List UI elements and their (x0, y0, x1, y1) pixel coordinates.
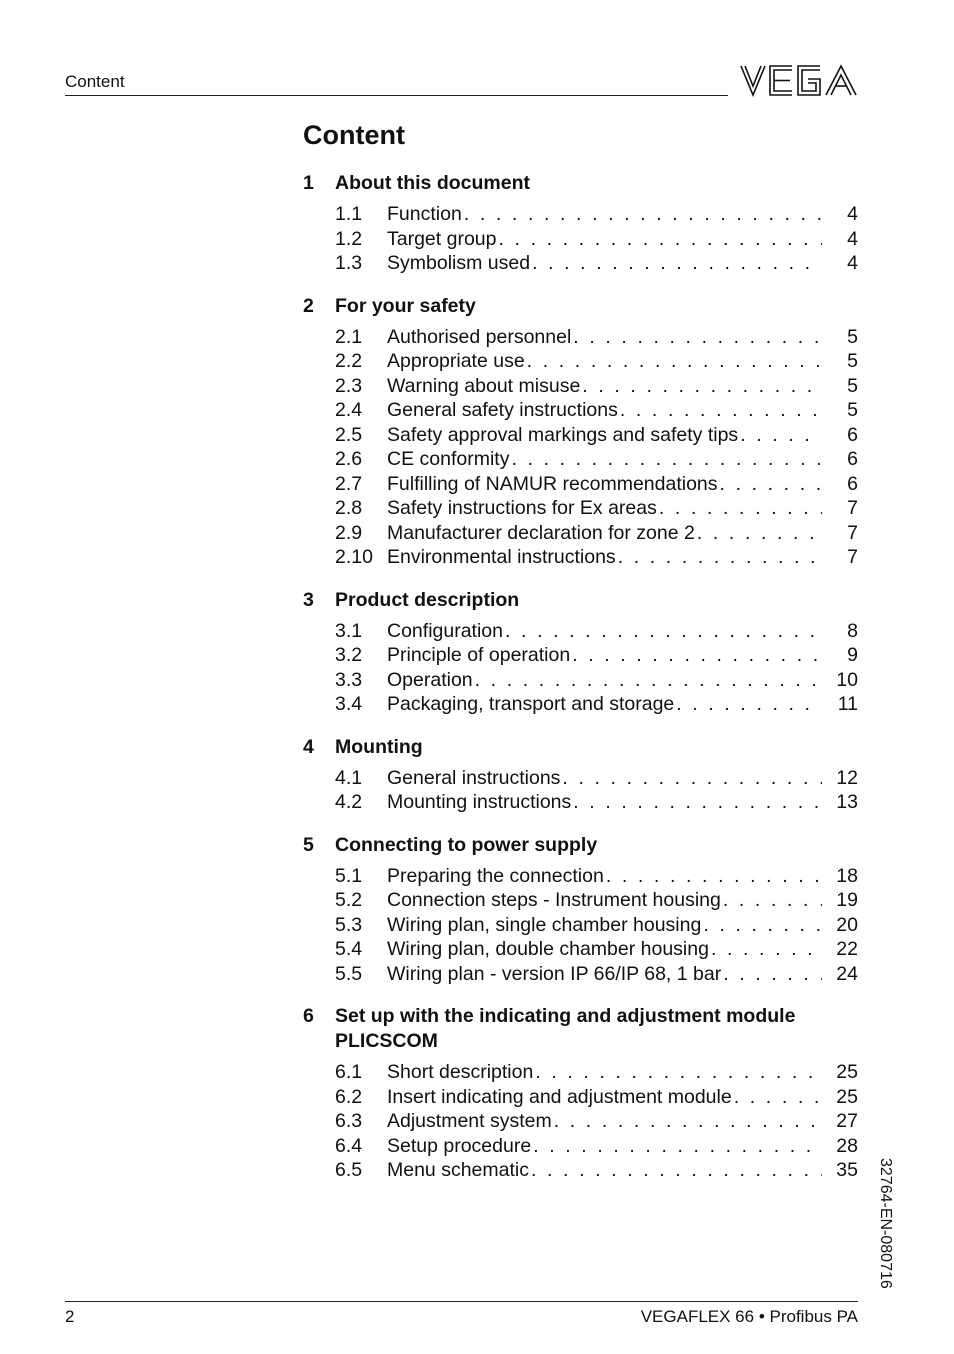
toc-section-heading[interactable] (303, 735, 858, 760)
entry-number: 6.2 (335, 1085, 363, 1108)
dot-leader (532, 251, 822, 276)
entry-title: Operation (387, 668, 473, 691)
entry-title: Menu schematic (387, 1159, 529, 1181)
entry-title: Packaging, transport and storage (387, 693, 675, 715)
entry-number: 3.3 (335, 668, 363, 691)
dot-leader (533, 1134, 822, 1159)
toc-section-heading[interactable] (303, 588, 858, 613)
toc-entry[interactable] (303, 1060, 858, 1085)
section-title: For your safety (335, 294, 476, 317)
toc-entry[interactable] (303, 202, 858, 227)
dot-leader (572, 643, 822, 668)
dot-leader (723, 888, 822, 913)
toc-entry[interactable] (303, 692, 858, 717)
toc-section (303, 294, 858, 570)
toc-section (303, 735, 858, 815)
toc-entry[interactable] (303, 1109, 858, 1134)
section-number: 1 (303, 172, 314, 194)
dot-leader (531, 1158, 822, 1183)
entry-title: General instructions (387, 766, 561, 789)
dot-leader (740, 423, 822, 448)
toc-entry[interactable] (303, 374, 858, 399)
entry-number: 3.2 (335, 644, 363, 666)
dot-leader (505, 619, 822, 644)
section-number: 6 (303, 1005, 314, 1027)
entry-title: Appropriate use (387, 350, 525, 372)
section-number: 5 (303, 833, 314, 856)
section-title: Product description (335, 588, 520, 611)
entry-title: Connection steps - Instrument housing (387, 889, 721, 911)
entry-number: 2.8 (335, 497, 363, 519)
entry-title: Insert indicating and adjustment module (387, 1085, 732, 1108)
section-title: Mounting (335, 735, 423, 758)
entry-page-number: 8 (847, 619, 858, 642)
entry-number: 5.4 (335, 938, 363, 960)
entry-title: Configuration (387, 619, 503, 642)
page-title: Content (303, 120, 405, 150)
toc-entry[interactable] (303, 349, 858, 374)
entry-number: 2.9 (335, 521, 363, 544)
toc-entry[interactable] (303, 1085, 858, 1110)
header-divider (65, 95, 728, 96)
toc-entry[interactable] (303, 227, 858, 252)
entry-title: Safety approval markings and safety tips (387, 423, 739, 446)
entry-page-number: 5 (847, 350, 858, 372)
toc-entry[interactable] (303, 545, 858, 570)
entry-page-number: 5 (847, 325, 858, 348)
dot-leader (697, 521, 822, 546)
dot-leader (620, 398, 822, 423)
dot-leader (676, 692, 822, 717)
entry-page-number: 6 (847, 472, 858, 495)
entry-title: Authorised personnel (387, 325, 572, 348)
entry-title: Setup procedure (387, 1134, 532, 1157)
entry-number: 4.2 (335, 791, 363, 813)
dot-leader (618, 545, 822, 570)
toc-section-heading[interactable] (303, 171, 858, 196)
entry-page-number: 6 (847, 448, 858, 470)
entry-number: 6.1 (335, 1061, 363, 1083)
dot-leader (711, 937, 822, 962)
entry-page-number: 19 (836, 889, 858, 911)
entry-page-number: 7 (847, 497, 858, 519)
entry-title: Function (387, 203, 462, 225)
toc-entry[interactable] (303, 496, 858, 521)
entry-page-number: 25 (836, 1061, 858, 1083)
toc-section (303, 1004, 858, 1183)
entry-number: 1.1 (335, 203, 363, 225)
entry-page-number: 20 (836, 913, 858, 936)
entry-number: 2.10 (335, 546, 373, 568)
section-title: About this document (335, 172, 530, 194)
entry-title: Wiring plan - version IP 66/IP 68, 1 bar (387, 962, 722, 985)
entry-title: CE conformity (387, 448, 510, 470)
toc-section (303, 171, 858, 276)
toc-entry[interactable] (303, 668, 858, 693)
entry-title: Principle of operation (387, 644, 571, 666)
entry-title: Wiring plan, single chamber housing (387, 913, 702, 936)
dot-leader (573, 790, 822, 815)
entry-title: General safety instructions (387, 399, 618, 421)
toc-entry[interactable] (303, 1158, 858, 1183)
entry-title: Manufacturer declaration for zone 2 (387, 521, 695, 544)
entry-page-number: 35 (836, 1159, 858, 1181)
dot-leader (606, 864, 822, 889)
entry-number: 2.6 (335, 448, 363, 470)
entry-number: 2.1 (335, 325, 363, 348)
dot-leader (554, 1109, 822, 1134)
dot-leader (562, 766, 822, 791)
toc-entry[interactable] (303, 643, 858, 668)
dot-leader (582, 374, 822, 399)
dot-leader (703, 913, 822, 938)
section-title: Set up with the indicating and adjustment module PLICSCOM (335, 1005, 796, 1052)
entry-title: Short description (387, 1061, 534, 1083)
toc-entry[interactable] (303, 937, 858, 962)
entry-number: 2.4 (335, 399, 363, 421)
dot-leader (499, 227, 823, 252)
section-number: 2 (303, 294, 314, 317)
toc-entry[interactable] (303, 888, 858, 913)
toc-entry[interactable] (303, 521, 858, 546)
toc-entry[interactable] (303, 423, 858, 448)
entry-title: Symbolism used (387, 252, 531, 274)
entry-page-number: 18 (836, 864, 858, 887)
footer-product-name: VEGAFLEX 66 • Profibus PA (640, 1307, 858, 1326)
toc-entry[interactable] (303, 398, 858, 423)
entry-number: 2.5 (335, 423, 363, 446)
entry-title: Wiring plan, double chamber housing (387, 938, 709, 960)
entry-page-number: 7 (847, 546, 858, 568)
entry-page-number: 11 (837, 693, 858, 715)
dot-leader (475, 668, 822, 693)
footer-divider (65, 1301, 858, 1302)
entry-page-number: 4 (847, 203, 858, 225)
toc-entry[interactable] (303, 962, 858, 987)
document-code: 32764-EN-080716 (877, 1158, 894, 1289)
entry-title: Mounting instructions (387, 791, 572, 813)
entry-number: 5.1 (335, 864, 363, 887)
dot-leader (535, 1060, 822, 1085)
entry-number: 6.5 (335, 1159, 363, 1181)
toc-section-heading[interactable] (303, 294, 858, 319)
dot-leader (511, 447, 822, 472)
entry-number: 5.5 (335, 962, 363, 985)
section-number: 3 (303, 588, 314, 611)
entry-number: 6.3 (335, 1110, 363, 1132)
vega-logo (740, 64, 858, 98)
table-of-contents (303, 171, 858, 1201)
toc-section-heading[interactable] (303, 1004, 858, 1054)
toc-entry[interactable] (303, 913, 858, 938)
dot-leader (659, 496, 822, 521)
section-title: Connecting to power supply (335, 833, 598, 856)
entry-page-number: 6 (847, 423, 858, 446)
entry-page-number: 5 (847, 374, 858, 397)
entry-title: Safety instructions for Ex areas (387, 497, 657, 519)
toc-entry[interactable] (303, 766, 858, 791)
dot-leader (720, 472, 822, 497)
entry-title: Fulfilling of NAMUR recommendations (387, 472, 718, 495)
toc-entry[interactable] (303, 790, 858, 815)
entry-page-number: 9 (847, 644, 858, 666)
entry-page-number: 13 (836, 791, 858, 813)
entry-number: 1.2 (335, 227, 363, 250)
toc-entry[interactable] (303, 619, 858, 644)
toc-section-heading[interactable] (303, 833, 858, 858)
entry-number: 3.4 (335, 693, 363, 715)
entry-page-number: 4 (847, 227, 858, 250)
toc-entry[interactable] (303, 251, 858, 276)
toc-entry[interactable] (303, 447, 858, 472)
entry-number: 5.2 (335, 889, 363, 911)
entry-number: 1.3 (335, 252, 363, 274)
dot-leader (464, 202, 822, 227)
dot-leader (734, 1085, 822, 1110)
dot-leader (723, 962, 822, 987)
entry-number: 4.1 (335, 766, 363, 789)
header-section-label: Content (65, 72, 125, 91)
entry-number: 3.1 (335, 619, 363, 642)
entry-number: 5.3 (335, 913, 363, 936)
entry-title: Adjustment system (387, 1110, 552, 1132)
entry-number: 2.7 (335, 472, 363, 495)
entry-page-number: 10 (836, 668, 858, 691)
entry-page-number: 5 (847, 399, 858, 421)
dot-leader (573, 325, 822, 350)
entry-page-number: 7 (847, 521, 858, 544)
entry-page-number: 24 (836, 962, 858, 985)
toc-entry[interactable] (303, 325, 858, 350)
entry-page-number: 12 (836, 766, 858, 789)
section-number: 4 (303, 735, 314, 758)
entry-title: Warning about misuse (387, 374, 581, 397)
entry-title: Preparing the connection (387, 864, 604, 887)
toc-entry[interactable] (303, 1134, 858, 1159)
toc-section (303, 833, 858, 987)
entry-page-number: 22 (836, 938, 858, 960)
entry-page-number: 27 (836, 1110, 858, 1132)
entry-title: Environmental instructions (387, 546, 616, 568)
footer-page-number: 2 (65, 1307, 75, 1326)
dot-leader (527, 349, 822, 374)
entry-title: Target group (387, 227, 497, 250)
entry-page-number: 25 (836, 1085, 858, 1108)
entry-page-number: 28 (836, 1134, 858, 1157)
entry-number: 2.2 (335, 350, 363, 372)
entry-number: 2.3 (335, 374, 363, 397)
toc-entry[interactable] (303, 864, 858, 889)
toc-section (303, 588, 858, 717)
toc-entry[interactable] (303, 472, 858, 497)
entry-number: 6.4 (335, 1134, 363, 1157)
entry-page-number: 4 (847, 252, 858, 274)
